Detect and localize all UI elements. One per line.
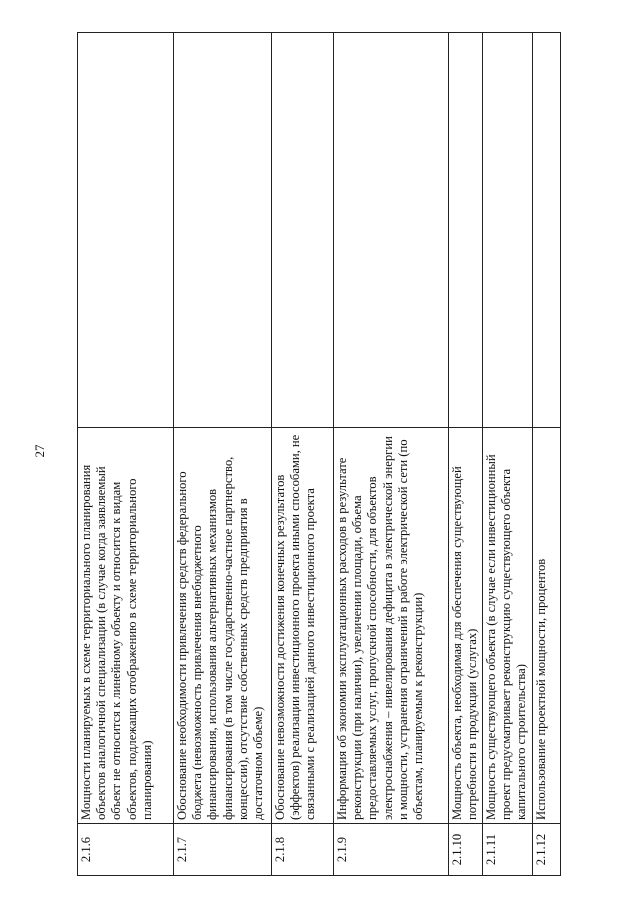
- row-number: 2.1.6: [78, 824, 174, 876]
- row-text: Информация об экономии эксплуатационных расходов в результате реконструкции (при наличии), увеличении площади, объема предоставляемых услуг, пропускной способности, для объектов электроснабжения – нивелирования дефицита в электрической энергии и мощности, устранения ограничений в работе электрической сети (по объектам, планируемым к реконструкции): [334, 428, 449, 824]
- row-number: 2.1.11: [483, 824, 533, 876]
- document-table: [77, 32, 561, 876]
- row-text: Мощность существующего объекта (в случае если инвестиционный проект предусматривает реконструкцию существующего объекта капитального строительства): [483, 428, 533, 824]
- row-text: Мощности планируемых в схеме территориального планирования объектов аналогичной специализации (в случае когда заявляемый объект не относится к линейному объекту и относится к видам объектов, подлежащих отображению в схеме территориального планирования): [78, 428, 174, 824]
- row-text: Использование проектной мощности, процентов: [533, 428, 561, 824]
- table-row: [334, 33, 449, 876]
- row-number: 2.1.9: [334, 824, 449, 876]
- table-row: [174, 33, 272, 876]
- row-text: Обоснование невозможности достижения конечных результатов (эффектов) реализации инвестиционного проекта иными способами, не связанными с реализацией данного инвестиционного проекта: [272, 428, 334, 824]
- value-cell: [483, 33, 533, 429]
- table-row: [78, 33, 174, 876]
- rotated-table-frame: [77, 32, 640, 866]
- value-cell: [78, 33, 174, 429]
- value-cell: [449, 33, 483, 429]
- row-text: Обоснование необходимости привлечения средств федерального бюджета (невозможность привлечения внебюджетного финансирования, использования альтернативных механизмов финансирования (в том числе государственно-частное партнерство, концессии), отсутствие собственных средств предприятия в достаточном объеме): [174, 428, 272, 824]
- value-cell: [272, 33, 334, 429]
- table-row: [533, 33, 561, 876]
- row-number: 2.1.8: [272, 824, 334, 876]
- row-number: 2.1.7: [174, 824, 272, 876]
- table-row: [483, 33, 533, 876]
- row-number: 2.1.10: [449, 824, 483, 876]
- page-number: 27: [32, 444, 47, 458]
- value-cell: [334, 33, 449, 429]
- table-row: [272, 33, 334, 876]
- table-row: [449, 33, 483, 876]
- value-cell: [533, 33, 561, 429]
- row-text: Мощность объекта, необходимая для обеспечения существующей потребности в продукции (услугах): [449, 428, 483, 824]
- row-number: 2.1.12: [533, 824, 561, 876]
- value-cell: [174, 33, 272, 429]
